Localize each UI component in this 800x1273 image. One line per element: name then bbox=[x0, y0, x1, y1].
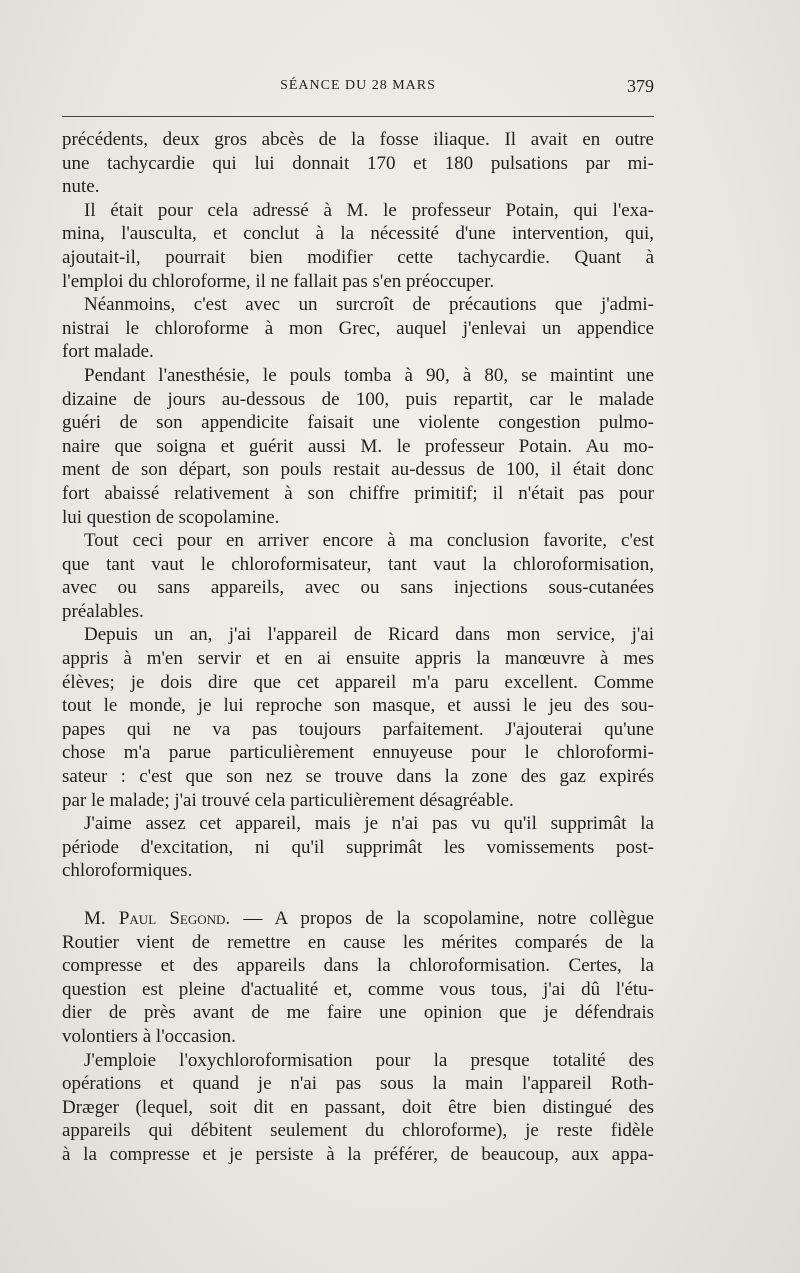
text-line: que tant vaut le chloroformisateur, tant vaut la chloroformisation, bbox=[62, 553, 654, 575]
page-header bbox=[62, 76, 654, 100]
speaker-name: M. Paul Segond. bbox=[84, 908, 231, 929]
text-line: mina, l'ausculta, et conclut à la nécessité d'une intervention, qui, bbox=[62, 223, 654, 245]
text-line: nute. bbox=[62, 176, 100, 198]
text-line: une tachycardie qui lui donnait 170 et 180 pulsations par mi- bbox=[62, 152, 654, 174]
text-line: fort malade. bbox=[62, 341, 154, 363]
body-text bbox=[62, 128, 654, 1167]
text-line: appris à m'en servir et en ai ensuite appris la manœuvre à mes bbox=[62, 648, 654, 670]
paragraph-gap bbox=[62, 883, 654, 907]
text-line: période d'excitation, ni qu'il supprimât les vomissements post- bbox=[62, 836, 654, 858]
text-line: lui question de scopolamine. bbox=[62, 506, 280, 528]
text-line: Il était pour cela adressé à M. le professeur Potain, qui l'exa- bbox=[84, 199, 654, 221]
text-line: Tout ceci pour en arriver encore à ma conclusion favorite, c'est bbox=[84, 530, 654, 552]
text-line: chose m'a parue particulièrement ennuyeuse pour le chloroformi- bbox=[62, 742, 654, 764]
text-line: l'emploi du chloroforme, il ne fallait pas s'en préoccuper. bbox=[62, 270, 495, 292]
text-line: dier de près avant de me faire une opinion que je défendrais bbox=[62, 1002, 654, 1024]
text-line: J'emploie l'oxychloroformisation pour la presque totalité des bbox=[84, 1049, 654, 1071]
header-rule bbox=[62, 116, 654, 117]
text-line: par le malade; j'ai trouvé cela particulièrement désagréable. bbox=[62, 789, 514, 811]
text-line: appareils qui débitent seulement du chloroforme), je reste fidèle bbox=[62, 1120, 654, 1142]
text-line: préalables. bbox=[62, 600, 144, 622]
text-line: ajoutait-il, pourrait bien modifier cette tachycardie. Quant à bbox=[62, 246, 654, 268]
text-line: Depuis un an, j'ai l'appareil de Ricard dans mon service, j'ai bbox=[84, 624, 654, 646]
speaker-line bbox=[62, 907, 654, 931]
text-line: élèves; je dois dire que cet appareil m'a paru excellent. Comme bbox=[62, 671, 654, 693]
text-line: dizaine de jours au-dessous de 100, puis repartit, car le malade bbox=[62, 388, 654, 410]
text-line: guéri de son appendicite faisait une violente congestion pulmo- bbox=[62, 412, 654, 434]
text-line: ment de son départ, son pouls restait au-dessus de 100, il était donc bbox=[62, 459, 654, 481]
running-head: SÉANCE DU 28 MARS bbox=[280, 78, 436, 93]
text-line: question est pleine d'actualité et, comme vous tous, j'ai dû l'étu- bbox=[62, 978, 654, 1000]
text-line: fort abaissé relativement à son chiffre primitif; il n'était pas pour bbox=[62, 482, 654, 504]
text-line: papes qui ne va pas toujours parfaitement. J'ajouterai qu'une bbox=[62, 718, 654, 740]
text-line: compresse et des appareils dans la chloroformisation. Certes, la bbox=[62, 955, 654, 977]
text-line: opérations et quand je n'ai pas sous la main l'appareil Roth- bbox=[62, 1073, 654, 1095]
text-line: tout le monde, je lui reproche son masque, et aussi le jeu des sou- bbox=[62, 695, 654, 717]
text-line: chloroformiques. bbox=[62, 860, 193, 882]
speaker-intro-text: — A propos de la scopolamine, notre collègue bbox=[230, 908, 654, 929]
text-line: naire que soigna et guérit aussi M. le professeur Potain. Au mo- bbox=[62, 435, 654, 457]
text-line: à la compresse et je persiste à la préférer, de beaucoup, aux appa- bbox=[62, 1143, 654, 1165]
text-line: volontiers à l'occasion. bbox=[62, 1025, 236, 1047]
text-line: Dræger (lequel, soit dit en passant, doit être bien distingué des bbox=[62, 1096, 654, 1118]
text-line: J'aime assez cet appareil, mais je n'ai pas vu qu'il supprimât la bbox=[84, 813, 654, 835]
text-line: précédents, deux gros abcès de la fosse iliaque. Il avait en outre bbox=[62, 129, 654, 150]
page-number: 379 bbox=[627, 76, 654, 96]
text-line: Pendant l'anesthésie, le pouls tomba à 90, à 80, se maintint une bbox=[84, 364, 654, 386]
text-line: avec ou sans appareils, avec ou sans injections sous-cutanées bbox=[62, 577, 654, 599]
text-line: Routier vient de remettre en cause les mérites comparés de la bbox=[62, 931, 654, 953]
text-line: nistrai le chloroforme à mon Grec, auquel j'enlevai un appendice bbox=[62, 317, 654, 339]
text-line: Néanmoins, c'est avec un surcroît de précautions que j'admi- bbox=[84, 294, 654, 316]
text-line: sateur : c'est que son nez se trouve dans la zone des gaz expirés bbox=[62, 766, 654, 788]
